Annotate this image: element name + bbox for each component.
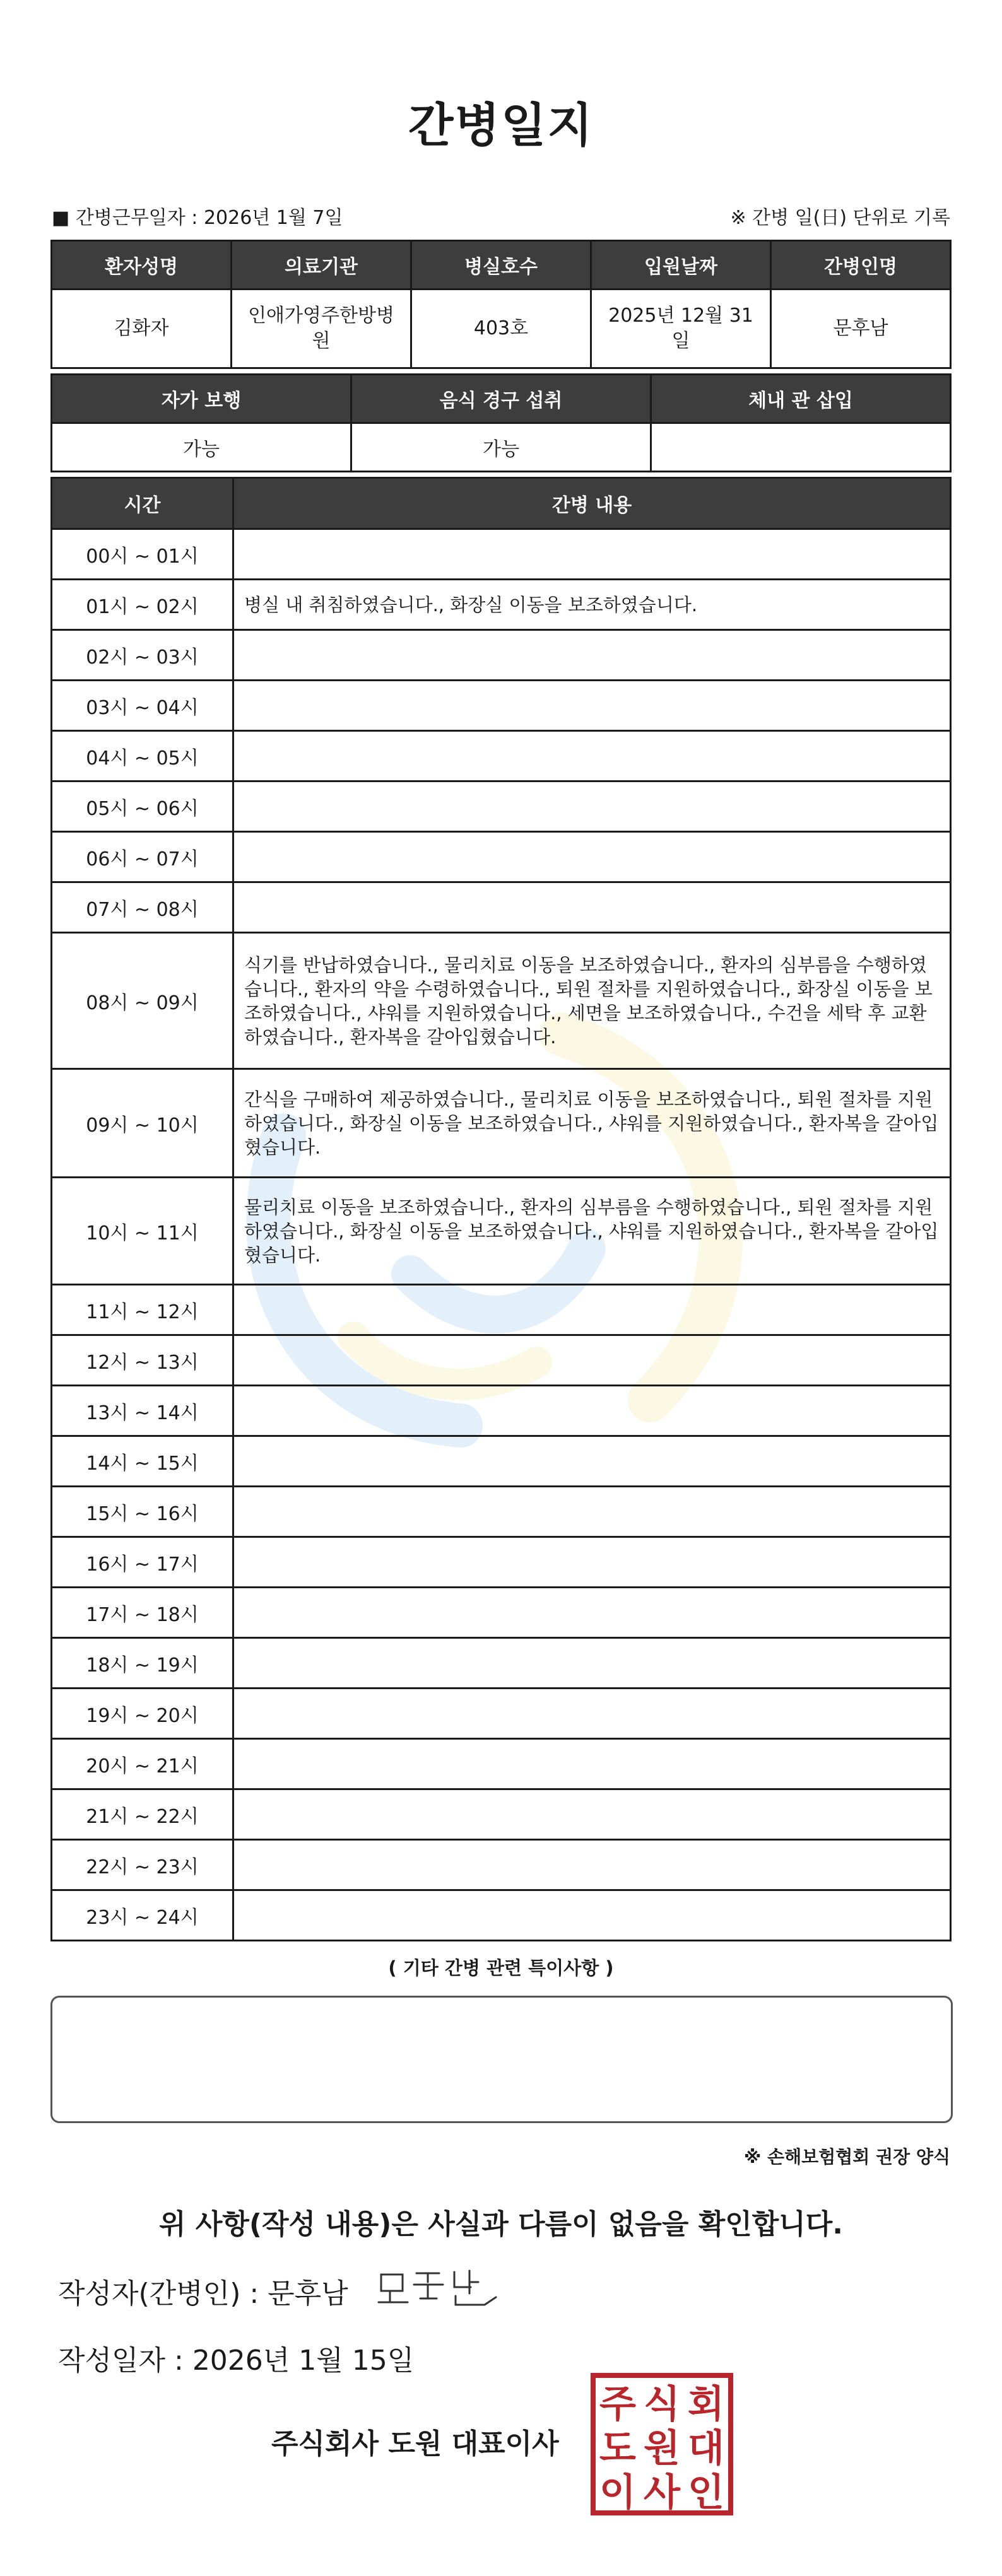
info-header-row <box>52 241 951 290</box>
content-cell: 식기를 반납하였습니다., 물리치료 이동을 보조하였습니다., 환자의 심부름을 수행하였습니다., 환자의 약을 수령하였습니다., 퇴원 절차를 지원하였습니다., 화장실 이동을 보조하였습니다., 샤워를 지원하였습니다., 세면을 보조하였습니다., 수건을 세탁 후 교환하였습니다., 환자복을 갈아입혔습니다. <box>233 933 951 1069</box>
notes-title: ( 기타 간병 관련 특이사항 ) <box>388 1957 614 1979</box>
patient-status-table <box>50 373 952 472</box>
svg-text:사: 사 <box>644 2471 680 2515</box>
table-row <box>52 933 951 1069</box>
tube-value <box>651 423 951 472</box>
content-cell <box>233 630 951 681</box>
content-cell <box>233 1789 951 1840</box>
unit-note: ※ 간병 일(日) 단위로 기록 <box>730 207 950 229</box>
oral-intake-value: 가능 <box>351 423 651 472</box>
hospital-name: 인애가영주한방병원 <box>232 290 411 368</box>
svg-text:대: 대 <box>688 2427 724 2471</box>
company-seal-stamp <box>589 2372 734 2517</box>
header-admit-date: 입원날짜 <box>591 241 771 290</box>
table-row <box>52 882 951 933</box>
table-row <box>52 731 951 782</box>
content-cell <box>233 1588 951 1638</box>
admit-date: 2025년 12월 31일 <box>591 290 771 368</box>
content-cell <box>233 731 951 782</box>
confirmation-statement: 위 사항(작성 내용)은 사실과 다름이 없음을 확인합니다. <box>159 2208 843 2240</box>
svg-text:주: 주 <box>599 2382 636 2427</box>
table-row <box>52 1436 951 1487</box>
patient-info-table <box>50 240 952 369</box>
time-cell: 01시 ~ 02시 <box>52 580 233 630</box>
svg-text:도: 도 <box>599 2427 636 2471</box>
content-cell <box>233 1689 951 1739</box>
content-cell <box>233 529 951 580</box>
header-tube: 체내 관 삽입 <box>651 375 951 423</box>
table-row <box>52 1840 951 1890</box>
table-row <box>52 1069 951 1178</box>
svg-text:원: 원 <box>644 2427 680 2471</box>
time-cell: 15시 ~ 16시 <box>52 1487 233 1537</box>
table-row <box>52 1890 951 1941</box>
svg-text:회: 회 <box>688 2382 724 2427</box>
page-title: 간병일지 <box>408 98 594 153</box>
table-row <box>52 1689 951 1739</box>
time-cell: 17시 ~ 18시 <box>52 1588 233 1638</box>
content-cell <box>233 1890 951 1941</box>
time-cell: 11시 ~ 12시 <box>52 1285 233 1335</box>
time-cell: 03시 ~ 04시 <box>52 681 233 731</box>
time-cell: 20시 ~ 21시 <box>52 1739 233 1789</box>
header-walking: 자가 보행 <box>52 375 351 423</box>
table-row <box>52 1638 951 1689</box>
table-row <box>52 1386 951 1436</box>
time-cell: 21시 ~ 22시 <box>52 1789 233 1840</box>
table-row <box>52 1178 951 1285</box>
content-cell: 물리치료 이동을 보조하였습니다., 환자의 심부름을 수행하였습니다., 퇴원 절차를 지원하였습니다., 화장실 이동을 보조하였습니다., 샤워를 지원하였습니다., 환자복을 갈아입혔습니다. <box>233 1178 951 1285</box>
time-cell: 02시 ~ 03시 <box>52 630 233 681</box>
time-cell: 00시 ~ 01시 <box>52 529 233 580</box>
svg-text:식: 식 <box>644 2382 680 2427</box>
notes-box <box>50 1996 953 2123</box>
svg-text:이: 이 <box>599 2471 636 2515</box>
content-cell: 간식을 구매하여 제공하였습니다., 물리치료 이동을 보조하였습니다., 퇴원 절차를 지원하였습니다., 화장실 이동을 보조하였습니다., 샤워를 지원하였습니다., 환자복을 갈아입혔습니다. <box>233 1069 951 1178</box>
walking-value: 가능 <box>52 423 351 472</box>
log-header-row <box>52 478 951 529</box>
header-care-content: 간병 내용 <box>233 478 951 529</box>
content-cell <box>233 1638 951 1689</box>
svg-text:인: 인 <box>688 2471 724 2515</box>
time-cell: 05시 ~ 06시 <box>52 782 233 832</box>
header-oral-intake: 음식 경구 섭취 <box>351 375 651 423</box>
time-cell: 19시 ~ 20시 <box>52 1689 233 1739</box>
table-row <box>52 1588 951 1638</box>
header-time: 시간 <box>52 478 233 529</box>
table-row <box>52 1537 951 1588</box>
info-value-row <box>52 290 951 368</box>
time-cell: 04시 ~ 05시 <box>52 731 233 782</box>
table-row <box>52 832 951 882</box>
content-cell <box>233 1436 951 1487</box>
header-hospital: 의료기관 <box>232 241 411 290</box>
time-cell: 13시 ~ 14시 <box>52 1386 233 1436</box>
time-cell: 07시 ~ 08시 <box>52 882 233 933</box>
content-cell <box>233 882 951 933</box>
table-row <box>52 529 951 580</box>
time-cell: 08시 ~ 09시 <box>52 933 233 1069</box>
content-cell <box>233 1386 951 1436</box>
time-cell: 23시 ~ 24시 <box>52 1890 233 1941</box>
time-cell: 09시 ~ 10시 <box>52 1069 233 1178</box>
time-cell: 16시 ~ 17시 <box>52 1537 233 1588</box>
content-cell <box>233 1487 951 1537</box>
content-cell: 병실 내 취침하였습니다., 화장실 이동을 보조하였습니다. <box>233 580 951 630</box>
table-row <box>52 782 951 832</box>
table-row <box>52 1789 951 1840</box>
content-cell <box>233 681 951 731</box>
written-date-line: 작성일자 : 2026년 1월 15일 <box>58 2345 415 2377</box>
content-cell <box>233 1739 951 1789</box>
table-row <box>52 580 951 630</box>
patient-name: 김화자 <box>52 290 232 368</box>
time-cell: 14시 ~ 15시 <box>52 1436 233 1487</box>
writer-line: 작성자(간병인) : 문후남 <box>58 2278 348 2310</box>
time-cell: 22시 ~ 23시 <box>52 1840 233 1890</box>
content-cell <box>233 1537 951 1588</box>
time-cell: 12시 ~ 13시 <box>52 1335 233 1386</box>
caregiver-name: 문후남 <box>771 290 951 368</box>
header-patient-name: 환자성명 <box>52 241 232 290</box>
header-caregiver: 간병인명 <box>771 241 951 290</box>
time-cell: 06시 ~ 07시 <box>52 832 233 882</box>
care-log-table <box>50 477 952 1941</box>
time-cell: 10시 ~ 11시 <box>52 1178 233 1285</box>
table-row <box>52 681 951 731</box>
table-row <box>52 1285 951 1335</box>
table-row <box>52 1487 951 1537</box>
status-value-row <box>52 423 951 472</box>
content-cell <box>233 1840 951 1890</box>
table-row <box>52 1335 951 1386</box>
header-room: 병실호수 <box>411 241 591 290</box>
content-cell <box>233 832 951 882</box>
work-date: ■ 간병근무일자 : 2026년 1월 7일 <box>52 207 343 229</box>
table-row <box>52 1739 951 1789</box>
content-cell <box>233 1335 951 1386</box>
handwritten-signature <box>376 2266 502 2310</box>
content-cell <box>233 782 951 832</box>
form-source-note: ※ 손해보험협회 권장 양식 <box>744 2146 950 2167</box>
status-header-row <box>52 375 951 423</box>
company-representative: 주식회사 도원 대표이사 <box>271 2428 559 2460</box>
table-row <box>52 630 951 681</box>
room-number: 403호 <box>411 290 591 368</box>
time-cell: 18시 ~ 19시 <box>52 1638 233 1689</box>
content-cell <box>233 1285 951 1335</box>
